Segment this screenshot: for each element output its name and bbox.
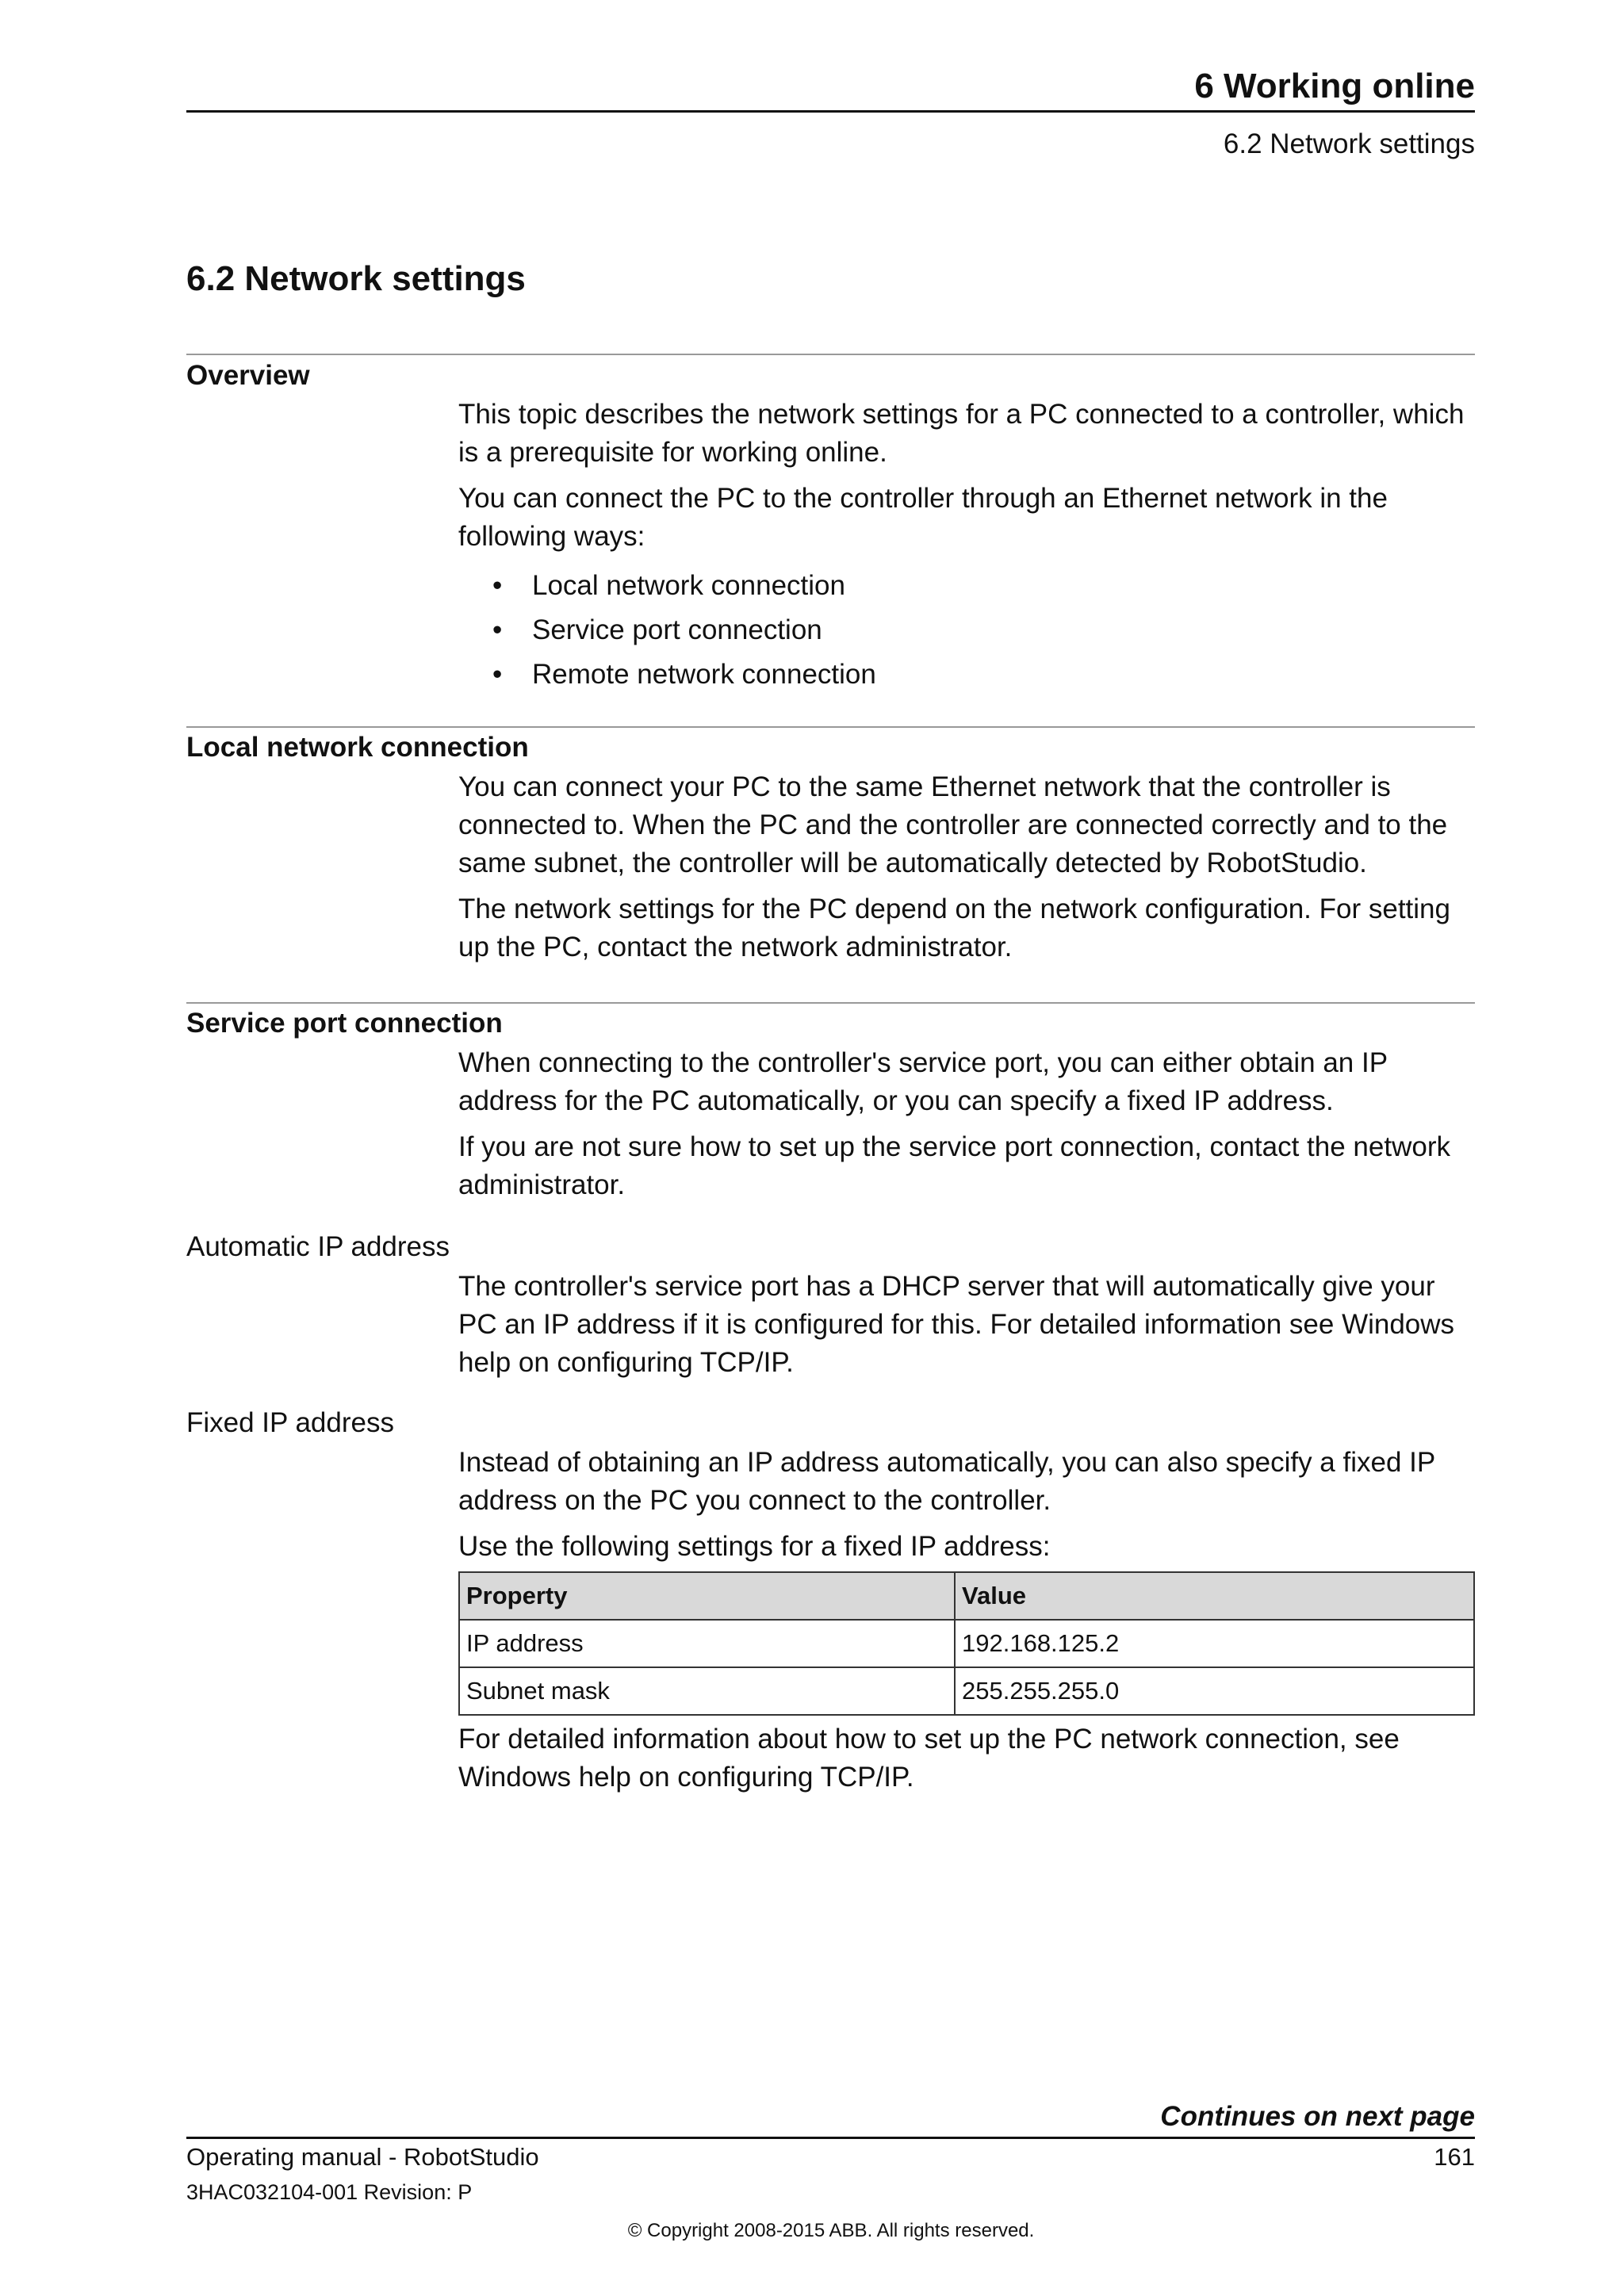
overview-body xyxy=(458,396,1477,697)
local-network-body xyxy=(458,768,1477,974)
fixed-ip-label: Fixed IP address xyxy=(186,1407,394,1438)
footer-manual-title: Operating manual - RobotStudio xyxy=(186,2143,539,2171)
service-port-body xyxy=(458,1044,1477,1212)
fixed-ip-closing xyxy=(458,1720,1477,1804)
document-id: 3HAC032104-001 Revision: P xyxy=(186,2180,473,2204)
automatic-ip-body xyxy=(458,1268,1477,1390)
fixed-paragraph-1: Instead of obtaining an IP address automatically, you can also specify a fixed IP address on the PC you connect to the controller. xyxy=(458,1447,1435,1516)
list-item: • Remote network connection xyxy=(458,652,1477,697)
service-port-label: Service port connection xyxy=(186,1008,503,1039)
table-row xyxy=(459,1620,1474,1667)
local-paragraph-1: You can connect your PC to the same Ethernet network that the controller is connected to. When the PC and the controller are connected correctly and to the same subnet, the controller will be automatically detected by RobotStudio. xyxy=(458,771,1448,878)
fixed-paragraph-2: Use the following settings for a fixed IP address: xyxy=(458,1531,1051,1562)
fixed-ip-settings-table xyxy=(458,1571,1475,1716)
column-header-value: Value xyxy=(955,1572,1474,1620)
local-paragraph-2: The network settings for the PC depend on the network configuration. For setting up the PC, contact the network administrator. xyxy=(458,894,1450,962)
fixed-paragraph-3: For detailed information about how to set up the PC network connection, see Windows help on configuring TCP/IP. xyxy=(458,1724,1400,1793)
page-number: 161 xyxy=(1434,2143,1475,2171)
footer-rule xyxy=(186,2137,1475,2139)
overview-label: Overview xyxy=(186,360,310,391)
section-divider xyxy=(186,354,1475,355)
fixed-ip-body xyxy=(458,1444,1477,1574)
column-header-property: Property xyxy=(459,1572,955,1620)
connection-types-list xyxy=(458,564,1477,697)
service-paragraph-1: When connecting to the controller's service port, you can either obtain an IP address for the PC automatically, or you can specify a fixed IP address. xyxy=(458,1047,1388,1116)
overview-paragraph-1: This topic describes the network settings for a PC connected to a controller, which is a prerequisite for working online. xyxy=(458,399,1465,468)
table-cell: 255.255.255.0 xyxy=(955,1667,1474,1715)
table-row xyxy=(459,1667,1474,1715)
copyright-notice: © Copyright 2008-2015 ABB. All rights reserved. xyxy=(627,2220,1035,2241)
bullet-icon: • xyxy=(492,570,503,601)
service-paragraph-2: If you are not sure how to set up the service port connection, contact the network administrator. xyxy=(458,1131,1450,1200)
automatic-ip-label: Automatic IP address xyxy=(186,1231,450,1262)
section-divider xyxy=(186,726,1475,728)
local-network-label: Local network connection xyxy=(186,732,529,763)
table-header-row xyxy=(459,1572,1474,1620)
continues-on-next-page: Continues on next page xyxy=(1160,2101,1475,2132)
running-header-chapter: 6 Working online xyxy=(1194,67,1475,105)
running-header-section: 6.2 Network settings xyxy=(1223,128,1475,159)
table-cell: 192.168.125.2 xyxy=(955,1620,1474,1667)
list-item: • Service port connection xyxy=(458,608,1477,652)
list-item: • Local network connection xyxy=(458,564,1477,608)
section-divider xyxy=(186,1002,1475,1004)
bullet-icon: • xyxy=(492,614,503,645)
overview-paragraph-2: You can connect the PC to the controller through an Ethernet network in the following ways: xyxy=(458,483,1388,552)
page-title: 6.2 Network settings xyxy=(186,259,526,298)
table-cell: Subnet mask xyxy=(459,1667,955,1715)
table-cell: IP address xyxy=(459,1620,955,1667)
header-rule xyxy=(186,110,1475,113)
bullet-icon: • xyxy=(492,659,503,690)
automatic-paragraph-1: The controller's service port has a DHCP server that will automatically give your PC an IP address if it is configured for this. For detailed information see Windows help on configuring TCP/IP. xyxy=(458,1271,1455,1378)
